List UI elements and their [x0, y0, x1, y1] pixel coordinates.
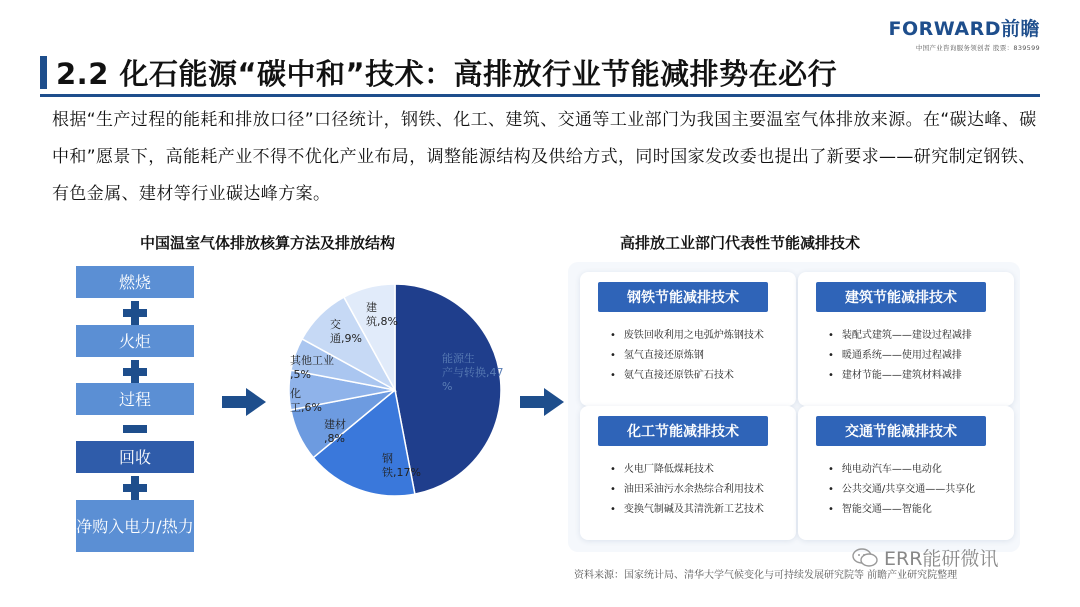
card-title: 钢铁节能减排技术 [598, 282, 768, 312]
pie-label-5: 交通,9% [330, 318, 362, 345]
watermark-text: ERR能研微讯 [884, 548, 999, 570]
card-steel [580, 272, 796, 406]
arrow-right-icon [222, 388, 266, 416]
flow-item-flare: 火炬 [76, 325, 194, 357]
left-section-title: 中国温室气体排放核算方法及排放结构 [140, 234, 396, 252]
card-title: 化工节能减排技术 [598, 416, 768, 446]
pie-label-2: 建材,8% [324, 418, 346, 445]
plus-icon [122, 300, 148, 326]
title-underline [40, 94, 1040, 97]
list-item: • 纯电动汽车——电动化 [828, 460, 975, 480]
card-list [828, 326, 972, 386]
source-note: 资料来源：国家统计局、清华大学气候变化与可持续发展研究院等 前瞻产业研究院整理 [574, 570, 958, 581]
page-title: 2.2 化石能源“碳中和”技术：高排放行业节能减排势在必行 [56, 57, 838, 91]
pie-label-1: 钢铁,17% [382, 452, 421, 479]
card-chemical [580, 406, 796, 540]
flow-item-combustion: 燃烧 [76, 266, 194, 298]
list-item: • 火电厂降低煤耗技术 [610, 460, 764, 480]
intro-paragraph: 根据“生产过程的能耗和排放口径”口径统计，钢铁、化工、建筑、交通等工业部门为我国主要温室气体排放来源。在“碳达峰、碳中和”愿景下，高能耗产业不得不优化产业布局，调整能源结构及供给方式，同时国家发改委也提出了新要求——研究制定钢铁、有色金属、建材等行业碳达峰方案。 [52, 110, 1037, 204]
card-list [610, 460, 764, 520]
list-item: • 废铁回收利用之电弧炉炼钢技术 [610, 326, 764, 346]
title-bar [40, 48, 1040, 98]
pie-label-0: 能源生产与转换,47 % [442, 352, 504, 393]
list-item: • 装配式建筑——建设过程减排 [828, 326, 972, 346]
logo-subtext: 中国产业咨询服务领创者 股票：839599 [915, 44, 1040, 52]
flow-item-process: 过程 [76, 383, 194, 415]
flow-item-recovery: 回收 [76, 441, 194, 473]
list-item: • 变换气制碱及其清洗新工艺技术 [610, 500, 764, 520]
card-list [610, 326, 764, 386]
arrow-right-icon [520, 388, 564, 416]
flow-item-purchased-power: 净购入电力/热力 [76, 500, 194, 552]
wechat-icon [852, 548, 878, 568]
card-title: 建筑节能减排技术 [816, 282, 986, 312]
card-building [798, 272, 1014, 406]
techniques-panel [568, 262, 1020, 552]
plus-icon [122, 475, 148, 501]
card-title: 交通节能减排技术 [816, 416, 986, 446]
list-item: • 油田采油污水余热综合利用技术 [610, 480, 764, 500]
card-transport [798, 406, 1014, 540]
minus-icon [122, 416, 148, 442]
right-section-title: 高排放工业部门代表性节能减排技术 [620, 234, 861, 252]
list-item: • 智能交通——智能化 [828, 500, 975, 520]
wechat-watermark [852, 544, 998, 571]
list-item: • 氨气直接还原铁矿石技术 [610, 366, 764, 386]
card-list [828, 460, 975, 520]
plus-icon [122, 359, 148, 385]
list-item: • 建材节能——建筑材料减排 [828, 366, 972, 386]
logo-text: FORWARD前瞻 [888, 18, 1040, 40]
list-item: • 氢气直接还原炼钢 [610, 346, 764, 366]
list-item: • 公共交通/共享交通——共享化 [828, 480, 975, 500]
brand-logo [889, 14, 1040, 52]
pie-label-4: 其他工业,5% [290, 354, 334, 381]
pie-label-6: 建筑,8% [366, 301, 398, 328]
title-accent-bar [40, 56, 47, 89]
emission-structure-pie-chart [280, 284, 510, 514]
list-item: • 暖通系统——使用过程减排 [828, 346, 972, 366]
pie-label-3: 化工,6% [290, 387, 322, 414]
